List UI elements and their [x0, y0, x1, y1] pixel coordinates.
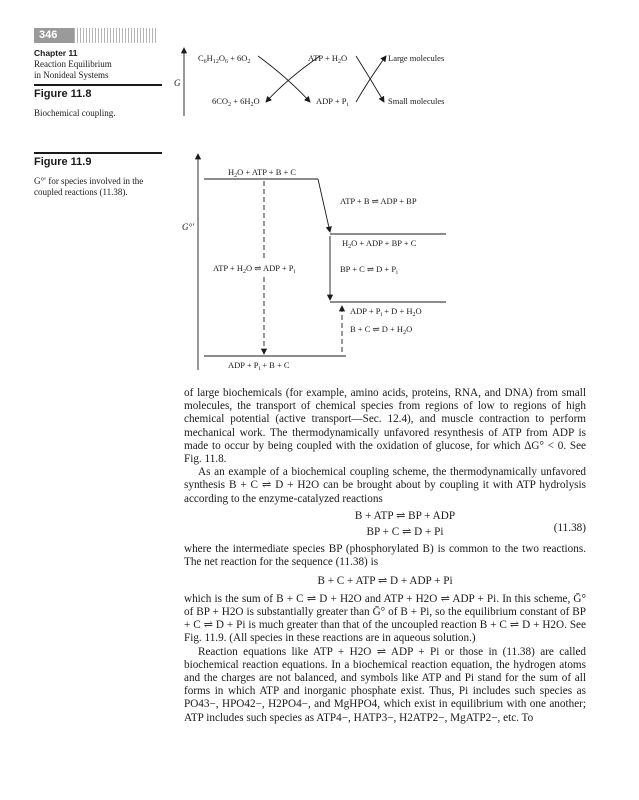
atp-hydrolysis-reactants: ATP + $H_2O$ — [308, 53, 348, 65]
coupling-arrow-left-down — [258, 56, 310, 102]
level1-label: $H_2O$ + ATP + B + C — [228, 167, 297, 179]
figure-11-8-diagram — [170, 44, 470, 120]
equation-11-38-line2: BP + C ⇌ D + Pi — [366, 526, 444, 539]
g-axis-label: G — [174, 78, 181, 88]
figure-11-9-diagram — [170, 148, 460, 376]
figure-11-9-label: Figure 11.9 — [34, 156, 92, 168]
paragraph-4: which is the sum of B + C ⇌ D + H2O and ATP + H2O ⇌ ADP + Pi. In this scheme, Ḡ° of BP + H2O is substantially greater than Ḡ° of B + Pi, so the equilibrium constant of BP + C ⇌ D + Pi is much greater than that of the uncoupled reaction B + C ⇌ D + H2O. See Fig. 11.9. (All species in these reactions are in aqueous solution.) — [184, 592, 586, 645]
body-text — [184, 387, 586, 725]
figure-11-9-caption-line1: G°′ for species involved in the — [34, 176, 144, 186]
equation-11-38 — [184, 510, 586, 539]
chapter-title-line2: in Nonideal Systems — [34, 70, 109, 80]
figure-11-8-caption: Biochemical coupling. — [34, 108, 116, 118]
figure-11-9-caption-line2: coupled reactions (11.38). — [34, 187, 128, 197]
reaction3-label: B + C ⇌ $D + H_2O$ — [350, 324, 413, 336]
equation-11-38-line1: B + ATP ⇌ BP + ADP — [354, 509, 456, 522]
figure-rule — [34, 152, 162, 154]
step-arrow-1 — [318, 179, 330, 232]
paragraph-1: of large biochemicals (for example, amino acids, proteins, RNA, and DNA) from small molecules, the transport of chemical species from regions of low to regions of high chemical potential (active transport—Sec. 12.4), and muscle contraction to perform mechanical work. The thermodynamically unfavored resynthesis of ATP from ADP is made to occur by being coupled with the oxidation of glucose, for which ΔG° < 0. See Fig. 11.8. — [184, 387, 586, 466]
figure-11-8-label: Figure 11.8 — [34, 88, 92, 100]
figure-rule — [34, 84, 162, 86]
paragraph-2: As an example of a biochemical coupling scheme, the thermodynamically unfavored synthesis B + C ⇌ D + H2O can be brought about by coupling it with ATP hydrolysis according to the enzyme-catalyzed reactions — [184, 466, 586, 505]
glucose-oxidation-products: $6CO_2 + 6H_2O$ — [212, 96, 260, 108]
g-axis-label: G°′ — [182, 222, 195, 232]
large-molecules-label: Large molecules — [388, 53, 445, 63]
small-molecules-label: Small molecules — [388, 96, 445, 106]
page-header-bar — [74, 28, 158, 43]
equation-number: (11.38) — [553, 521, 586, 534]
level2-label: $H_2O$ + ADP + BP + C — [342, 238, 417, 250]
net-reaction-equation: B + C + ATP ⇌ D + ADP + Pi — [317, 574, 453, 587]
atp-hydrolysis-products: ADP + $P_i$ — [316, 96, 349, 108]
glucose-oxidation-reactants: $C_6H_{12}O_6 + 6O_2$ — [198, 53, 251, 65]
paragraph-5: Reaction equations like ATP + H2O ⇌ ADP + Pi or those in (11.38) are called biochemical reaction equations. In a biochemical reaction equation, the hydrogen atoms and the charges are not balanced, and symbols like ATP and Pi stand for the sum of all forms in which ATP and inorganic phosphate exist. Thus, Pi includes such species as PO43−, HPO42−, H2PO4−, and MgHPO4, which exist in equilibrium with one another; ATP includes such species as ATP4−, HATP3−, H2ATP2−, MgATP2−, etc. To — [184, 645, 586, 724]
reaction2-label: BP + C ⇌ $D + P_i$ — [340, 264, 398, 276]
left-reaction-label: ATP + $H_2O$ ⇌ ADP + $P_i$ — [213, 263, 296, 275]
chapter-title-line1: Reaction Equilibrium — [34, 59, 112, 69]
chapter-label: Chapter 11 — [34, 48, 78, 58]
page-number: 346 — [34, 28, 79, 43]
reaction1-label: ATP + B ⇌ ADP + BP — [340, 196, 417, 206]
level4-label: ADP + $P_i + B + C$ — [228, 360, 290, 372]
paragraph-3: where the intermediate species BP (phosphorylated B) is common to the two reactions. The net reaction for the sequence (11.38) is — [184, 543, 586, 569]
level3-label: ADP + $P_i + D + H_2O$ — [350, 306, 422, 318]
